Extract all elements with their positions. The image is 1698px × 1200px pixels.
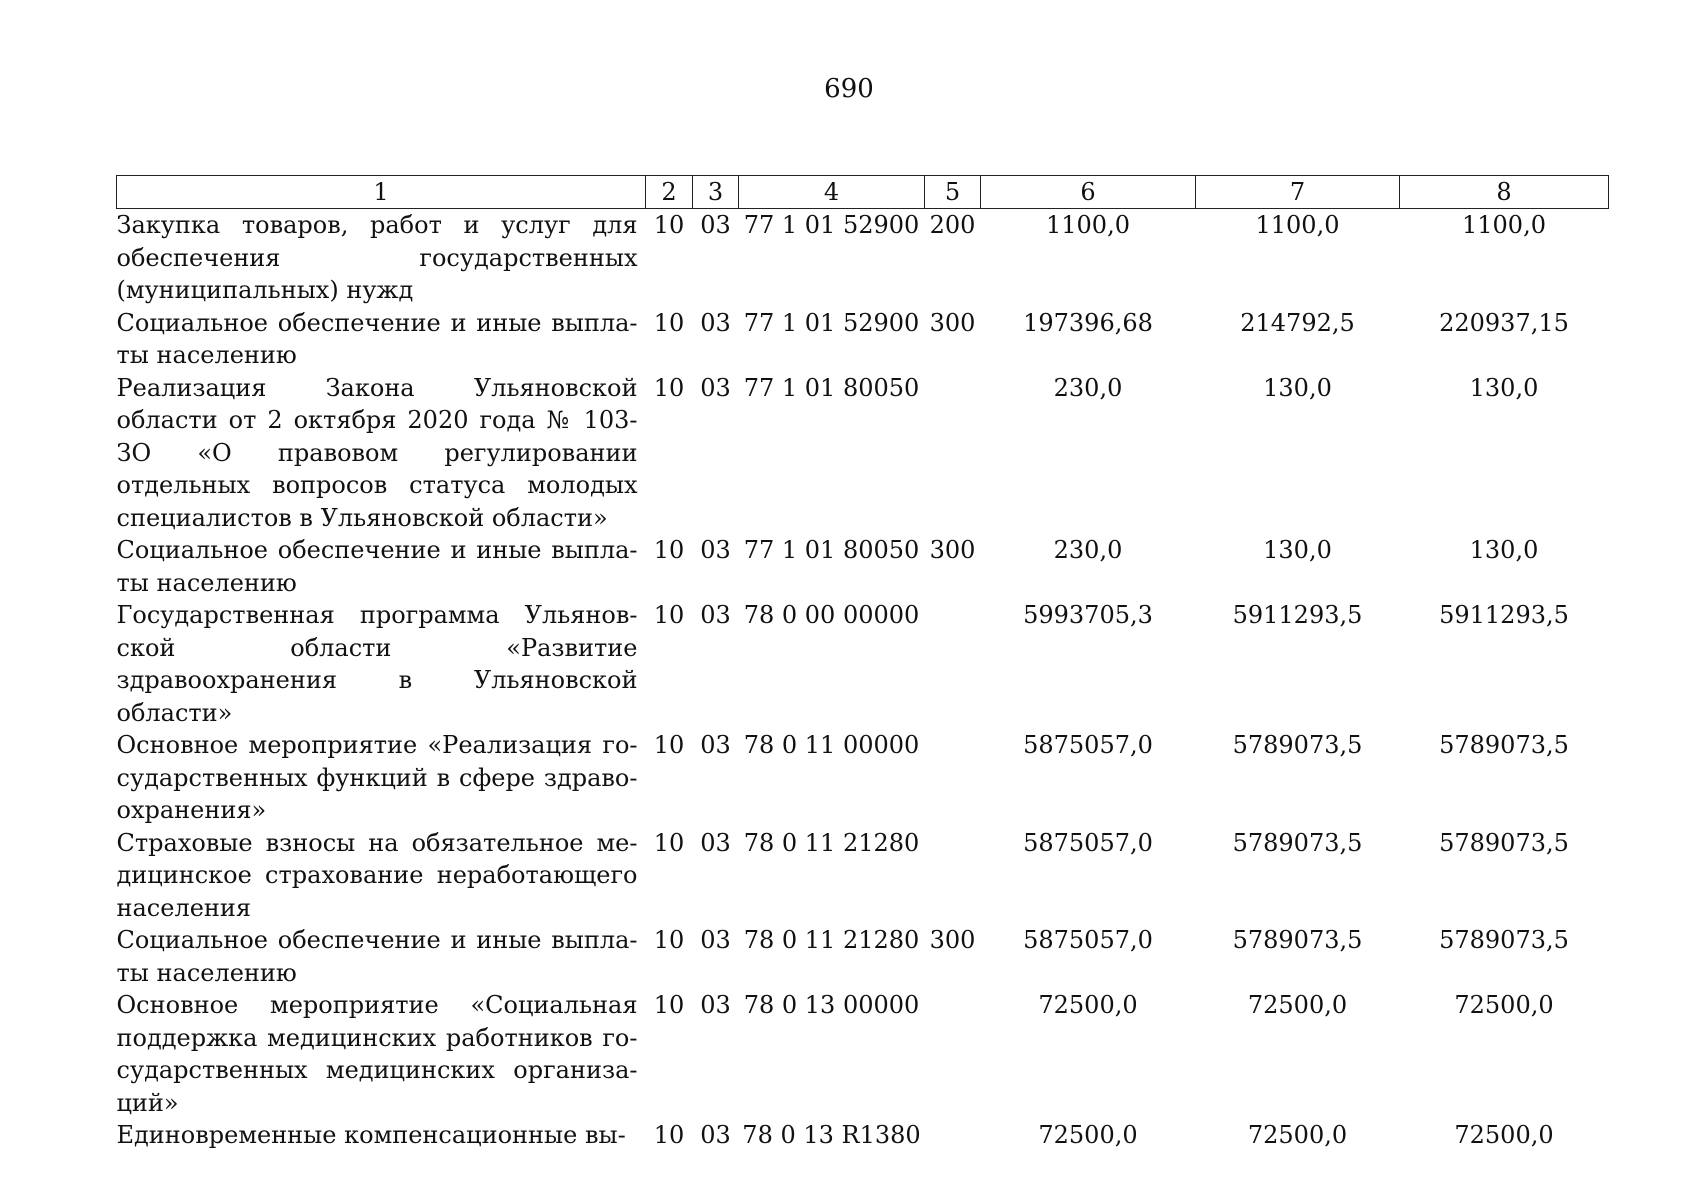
row-expense-type — [925, 372, 981, 535]
table-row — [117, 729, 1609, 827]
header-col-2: 2 — [646, 176, 693, 209]
row-target-code: 78 0 11 00000 — [743, 731, 920, 759]
row-name: Социальное обеспечение и иные выплаты населению — [116, 926, 638, 987]
row-target-code: 78 0 13 00000 — [743, 991, 920, 1019]
row-name: Социальное обеспечение и иные выплаты населению — [116, 308, 638, 369]
row-target-code: 77 1 01 52900 — [743, 211, 920, 239]
row-subsection: 03 — [700, 991, 731, 1019]
row-name: Основное мероприятие «Реализация государственных функций в сфере здравоохранения» — [116, 731, 638, 824]
row-amount-8: 130,0 — [1469, 536, 1539, 564]
row-subsection: 03 — [700, 373, 731, 402]
row-amount-6: 5993705,3 — [1023, 601, 1153, 629]
row-amount-8: 220937,15 — [1439, 308, 1569, 337]
table-row — [117, 209, 1609, 307]
row-section: 10 — [653, 373, 685, 402]
row-amount-8: 1100,0 — [1462, 211, 1546, 239]
row-amount-6: 72500,0 — [1038, 1121, 1138, 1149]
table-row — [117, 827, 1609, 925]
row-amount-7: 72500,0 — [1247, 991, 1348, 1019]
row-amount-8: 72500,0 — [1454, 1121, 1554, 1149]
row-expense-type: 200 — [929, 211, 976, 239]
row-amount-7: 130,0 — [1263, 536, 1332, 564]
row-section: 10 — [653, 536, 685, 564]
row-name: Реализация Закона Ульяновской области от 2 октября 2020 года № 103-ЗО «О правовом регулировании отдельных вопросов статуса молодых специалистов в Ульяновской области» — [116, 373, 638, 532]
row-name: Закупка товаров, работ и услуг для обеспечения государственных (муниципальных) нужд — [116, 211, 638, 304]
row-amount-6: 230,0 — [1053, 536, 1123, 564]
row-subsection: 03 — [700, 731, 731, 759]
row-expense-type — [925, 599, 981, 729]
header-col-4: 4 — [739, 176, 925, 209]
row-amount-8: 72500,0 — [1454, 991, 1554, 1019]
row-subsection: 03 — [700, 828, 731, 857]
table-row — [117, 1119, 1609, 1152]
header-col-3: 3 — [693, 176, 739, 209]
budget-table — [116, 175, 1609, 1152]
row-subsection: 03 — [700, 1121, 731, 1149]
row-target-code: 78 0 13 R1380 — [742, 1121, 921, 1149]
row-amount-7: 130,0 — [1263, 373, 1332, 402]
header-col-6: 6 — [981, 176, 1196, 209]
row-expense-type: 300 — [929, 308, 976, 337]
row-target-code: 77 1 01 52900 — [743, 308, 920, 337]
row-amount-7: 5911293,5 — [1232, 601, 1363, 629]
row-section: 10 — [653, 991, 685, 1019]
row-amount-7: 214792,5 — [1240, 308, 1355, 337]
row-name: Страховые взносы на обязательное медицинское страхование неработающего населения — [116, 828, 638, 922]
row-amount-8: 5789073,5 — [1439, 731, 1569, 759]
row-amount-7: 5789073,5 — [1232, 828, 1363, 857]
row-name: Государственная программа Ульяновской области «Развитие здравоохранения в Ульяновской области» — [116, 601, 638, 727]
row-amount-6: 1100,0 — [1046, 211, 1130, 239]
table-header — [117, 176, 1609, 209]
row-amount-8: 5789073,5 — [1439, 926, 1569, 954]
row-amount-6: 5875057,0 — [1023, 828, 1153, 857]
row-target-code: 78 0 11 21280 — [743, 828, 920, 857]
row-target-code: 77 1 01 80050 — [743, 373, 920, 402]
row-amount-8: 5911293,5 — [1439, 601, 1569, 629]
row-amount-6: 5875057,0 — [1023, 926, 1153, 954]
row-section: 10 — [653, 731, 685, 759]
table-row — [117, 307, 1609, 372]
row-amount-7: 5789073,5 — [1232, 926, 1363, 954]
row-subsection: 03 — [700, 308, 731, 337]
row-subsection: 03 — [700, 536, 731, 564]
row-name: Социальное обеспечение и иные выплаты населению — [116, 536, 638, 597]
row-amount-6: 72500,0 — [1038, 991, 1138, 1019]
row-amount-6: 197396,68 — [1023, 308, 1153, 337]
row-target-code: 78 0 11 21280 — [743, 926, 920, 954]
table-row — [117, 372, 1609, 535]
header-col-1: 1 — [117, 176, 646, 209]
row-section: 10 — [653, 601, 685, 629]
row-section: 10 — [653, 926, 685, 954]
row-amount-7: 1100,0 — [1255, 211, 1340, 239]
row-expense-type — [925, 1119, 981, 1152]
header-col-8: 8 — [1400, 176, 1609, 209]
table-row — [117, 599, 1609, 729]
row-amount-7: 5789073,5 — [1232, 731, 1363, 759]
row-expense-type — [925, 729, 981, 827]
table-row — [117, 924, 1609, 989]
header-col-5: 5 — [925, 176, 981, 209]
table-row — [117, 989, 1609, 1119]
table-body — [117, 209, 1609, 1152]
row-amount-8: 5789073,5 — [1439, 828, 1569, 857]
row-amount-6: 5875057,0 — [1023, 731, 1153, 759]
row-target-code: 78 0 00 00000 — [743, 601, 920, 629]
page-number: 690 — [824, 74, 874, 104]
row-amount-7: 72500,0 — [1247, 1121, 1348, 1149]
table-row — [117, 534, 1609, 599]
row-expense-type — [925, 827, 981, 925]
row-section: 10 — [653, 1121, 685, 1149]
row-section: 10 — [653, 308, 685, 337]
header-row — [117, 176, 1609, 209]
row-name: Единовременные компенсационные вы- — [116, 1121, 626, 1149]
row-section: 10 — [653, 211, 685, 239]
header-col-7: 7 — [1196, 176, 1400, 209]
row-subsection: 03 — [700, 926, 731, 954]
row-amount-6: 230,0 — [1053, 373, 1123, 402]
row-expense-type: 300 — [929, 536, 976, 564]
row-expense-type: 300 — [929, 926, 976, 954]
row-subsection: 03 — [700, 601, 731, 629]
row-subsection: 03 — [700, 211, 731, 239]
row-target-code: 77 1 01 80050 — [743, 536, 920, 564]
row-amount-8: 130,0 — [1469, 373, 1539, 402]
row-name: Основное мероприятие «Социальная поддержка медицинских работников государственных медицинских организаций» — [116, 991, 638, 1117]
row-expense-type — [925, 989, 981, 1119]
row-section: 10 — [653, 828, 685, 857]
